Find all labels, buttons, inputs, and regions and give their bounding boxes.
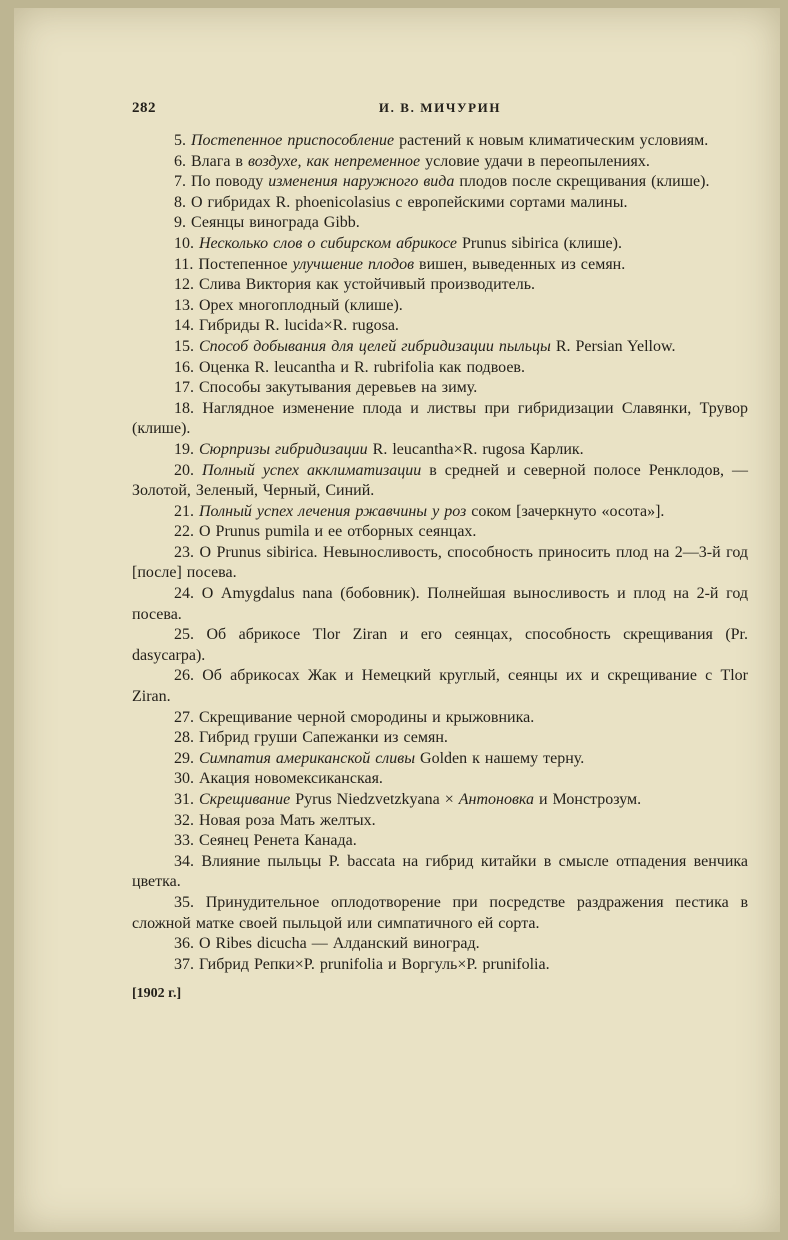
item-number: 31.	[174, 791, 194, 808]
item-italic-text: Полный успех акклиматизации	[201, 461, 422, 479]
item-text: О Prunus sibirica. Невыносливость, способность приносить плод на 2—3-й год [после] посева.	[132, 543, 748, 582]
item-italic-text: Антоновка	[458, 791, 534, 808]
list-item	[132, 625, 748, 666]
item-text: О Amygdalus nana (бобовник). Полнейшая выносливость и плод на 2-й год посева.	[132, 585, 749, 623]
item-text: Акация новомексиканская.	[199, 770, 383, 788]
item-number: 17.	[174, 379, 194, 397]
item-italic-text: воздухе, как непременное	[247, 152, 421, 170]
item-number: 30.	[174, 770, 194, 788]
item-number: 21.	[174, 502, 194, 520]
item-number: 33.	[174, 832, 194, 850]
item-number: 18.	[174, 399, 194, 417]
list-item	[132, 193, 748, 214]
list-item	[132, 399, 748, 440]
item-number: 8.	[174, 193, 186, 211]
item-text: R. Persian Yellow.	[550, 337, 676, 355]
list-item	[132, 461, 748, 502]
item-number: 35.	[174, 893, 194, 911]
list-item	[132, 234, 748, 255]
item-text: Способы закутывания деревьев на зиму.	[199, 379, 478, 397]
item-text: Об абрикосах Жак и Немецкий круглый, сеянцы их и скрещивание с Tlor Ziran.	[132, 667, 749, 706]
list-item	[132, 275, 748, 296]
list-item	[132, 131, 748, 152]
item-number: 28.	[174, 729, 194, 747]
item-text: По поводу	[191, 173, 269, 191]
item-number: 27.	[174, 708, 194, 726]
item-number: 9.	[174, 214, 186, 232]
item-text: в средней и северной полосе Ренклодов, — Золотой, Зеленый, Черный, Синий.	[132, 461, 749, 500]
item-number: 14.	[174, 317, 194, 335]
page-content	[132, 100, 748, 1003]
item-number: 10.	[174, 234, 194, 252]
item-italic-text: Несколько слов о сибирском абрикосе	[199, 234, 458, 252]
item-text: Постепенное	[198, 255, 293, 273]
list-item	[132, 358, 748, 379]
item-text: Влага в	[191, 152, 248, 170]
item-text: Гибрид Репки×P. prunifolia и Воргуль×P. prunifolia.	[199, 955, 550, 973]
list-item	[132, 378, 748, 399]
item-text: растений к новым климатическим условиям.	[394, 132, 709, 149]
list-item	[132, 893, 748, 934]
item-number: 23.	[174, 543, 194, 561]
page-header	[132, 100, 748, 117]
item-text: Слива Виктория как устойчивый производитель.	[199, 276, 535, 294]
list-item	[132, 172, 748, 193]
item-italic-text: Скрещивание	[199, 791, 291, 808]
list-item	[132, 852, 748, 893]
item-text: О Ribes dicucha — Алданский виноград.	[199, 935, 480, 953]
list-item	[132, 708, 748, 729]
item-number: 25.	[174, 626, 194, 644]
list-item	[132, 522, 748, 543]
item-number: 16.	[174, 358, 194, 376]
item-text: Наглядное изменение плода и листвы при гибридизации Славянки, Трувор (клише).	[132, 399, 749, 438]
item-text: Prunus sibirica (клише).	[457, 234, 622, 252]
item-text: соком [зачеркнуто «осота»].	[466, 502, 665, 520]
list-item	[132, 440, 748, 461]
item-text: Golden к нашему терну.	[415, 749, 585, 767]
item-text: и Монстрозум.	[533, 791, 642, 808]
item-number: 5.	[174, 132, 186, 149]
item-text: Сеянцы винограда Gibb.	[191, 214, 360, 232]
item-number: 34.	[174, 852, 194, 870]
book-page	[14, 8, 780, 1232]
page-number: 282	[132, 100, 156, 116]
item-text: Гибриды R. lucida×R. rugosa.	[199, 317, 399, 335]
item-text: О гибридах R. phoenicolasius с европейскими сортами малины.	[191, 193, 628, 211]
item-number: 19.	[174, 440, 194, 458]
item-number: 20.	[174, 461, 194, 479]
item-text: Принудительное оплодотворение при посредстве раздражения пестика в сложной матке своей пыльцой или симпатичного ей сорта.	[132, 893, 748, 932]
list-item	[132, 955, 748, 976]
list-item	[132, 584, 748, 625]
date-note: [1902 г.]	[132, 986, 182, 1002]
list-item	[132, 255, 748, 276]
item-number: 29.	[174, 749, 194, 767]
list-item	[132, 769, 748, 790]
item-text: плодов после скрещивания (клише).	[454, 173, 710, 191]
item-text: Новая роза Мать желтых.	[199, 811, 376, 829]
list-item	[132, 152, 748, 173]
item-text: О Prunus pumila и ее отборных сеянцах.	[199, 523, 477, 541]
item-number: 13.	[174, 296, 194, 314]
list-item	[132, 296, 748, 317]
item-text: Об абрикосе Tlor Ziran и его сеянцах, способность скрещивания (Pr. dasycarpa).	[132, 626, 748, 664]
item-text: Орех многоплодный (клише).	[199, 296, 403, 314]
list-item	[132, 543, 748, 584]
item-number: 36.	[174, 935, 194, 953]
list-item	[132, 811, 748, 832]
list-item	[132, 316, 748, 337]
item-text: Скрещивание черной смородины и крыжовника.	[199, 708, 535, 726]
item-italic-text: Способ добывания для целей гибридизации пыльцы	[199, 337, 551, 355]
list-item	[132, 790, 748, 811]
item-number: 6.	[174, 152, 186, 170]
item-number: 7.	[174, 173, 186, 191]
item-text: Оценка R. leucantha и R. rubrifolia как подвоев.	[199, 358, 525, 376]
item-italic-text: изменения наружного вида	[268, 173, 455, 191]
item-text: условие удачи в переопылениях.	[420, 152, 650, 170]
item-number: 24.	[174, 585, 194, 603]
item-text: Гибрид груши Сапежанки из семян.	[199, 729, 448, 747]
item-italic-text: улучшение плодов	[292, 255, 415, 273]
item-italic-text: Полный успех лечения ржавчины у роз	[199, 502, 467, 520]
list-item	[132, 831, 748, 852]
item-text: Pyrus Niedzvetzkyana ×	[290, 791, 459, 808]
article-list	[132, 131, 748, 975]
item-italic-text: Симпатия американской сливы	[199, 749, 416, 767]
item-italic-text: Постепенное приспособление	[191, 132, 395, 149]
list-item	[132, 337, 748, 358]
item-number: 32.	[174, 811, 194, 829]
list-item	[132, 749, 748, 770]
item-text: Влияние пыльцы P. baccata на гибрид китайки в смысле отпадения венчика цветка.	[132, 852, 749, 891]
item-number: 26.	[174, 667, 194, 685]
item-text: R. leucantha×R. rugosa Карлик.	[367, 440, 584, 458]
item-text: Сеянец Ренета Канада.	[199, 832, 357, 850]
item-number: 15.	[174, 337, 194, 355]
running-head: И. В. МИЧУРИН	[378, 100, 502, 115]
list-item	[132, 502, 748, 523]
list-item	[132, 213, 748, 234]
item-number: 11.	[174, 255, 194, 273]
list-item	[132, 728, 748, 749]
item-number: 12.	[174, 276, 194, 294]
item-number: 37.	[174, 955, 194, 973]
item-text: вишен, выведенных из семян.	[414, 255, 626, 273]
list-item	[132, 934, 748, 955]
item-number: 22.	[174, 523, 194, 541]
item-italic-text: Сюрпризы гибридизации	[199, 440, 368, 458]
list-item	[132, 666, 748, 707]
